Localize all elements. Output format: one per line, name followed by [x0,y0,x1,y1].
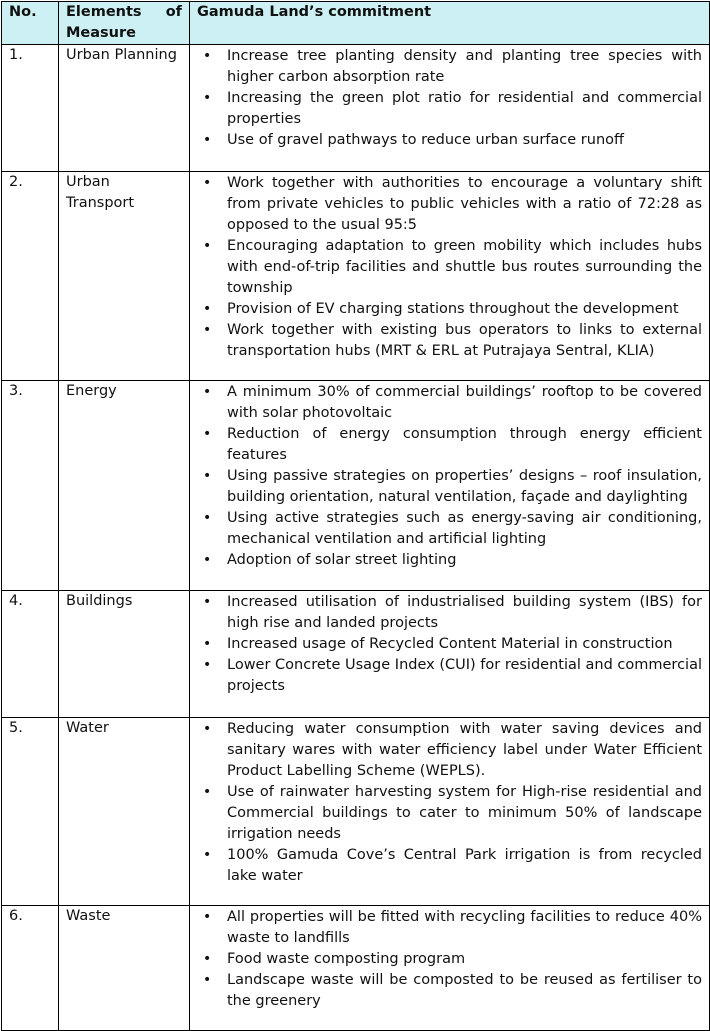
commitment-text: Using active strategies such as energy-saving air conditioning, mechanical ventilation and artificial lighting [227,510,702,547]
table-row [2,381,710,591]
bullet-icon: • [203,972,212,988]
row-commitments [190,172,710,381]
commitment-text: Adoption of solar street lighting [227,552,457,568]
bullet-icon: • [203,594,212,610]
row-number: 3. [2,381,59,591]
row-number: 2. [2,172,59,381]
header-elements-word3: Measure [66,25,136,41]
bullet-icon: • [203,132,212,148]
bullet-icon: • [203,322,212,338]
list-item [197,88,702,130]
row-element: Buildings [59,591,190,718]
list-item [197,782,702,845]
bullet-icon: • [203,48,212,64]
bullet-icon: • [203,238,212,254]
bullet-icon: • [203,909,212,925]
bullet-icon: • [203,721,212,737]
bullet-icon: • [203,951,212,967]
commitment-text: Landscape waste will be composted to be reused as fertiliser to the greenery [227,972,702,1009]
row-number: 1. [2,45,59,172]
commitment-text: Lower Concrete Usage Index (CUI) for residential and commercial projects [227,657,702,694]
row-element: Urban Planning [59,45,190,172]
commitment-text: Reduction of energy consumption through energy efficient features [227,426,702,463]
commitment-text: Provision of EV charging stations throughout the development [227,301,679,317]
commitment-text: Use of rainwater harvesting system for High-rise residential and Commercial buildings to cater to minimum 50% of landscape irrigation needs [227,784,702,842]
list-item [197,508,702,550]
commitment-list [197,718,702,887]
row-number: 6. [2,906,59,1031]
commitment-text: Increased utilisation of industrialised building system (IBS) for high rise and landed projects [227,594,702,631]
list-item [197,592,702,634]
commitment-text: Work together with existing bus operators to links to external transportation hubs (MRT & ERL at Putrajaya Sentral, KLIA) [227,322,702,359]
list-item [197,173,702,236]
commitment-text: Using passive strategies on properties’ designs – roof insulation, building orientation, natural ventilation, façade and daylighting [227,468,702,505]
commitment-text: Increase tree planting density and planting tree species with higher carbon absorption rate [227,48,702,85]
list-item [197,424,702,466]
table-row [2,172,710,381]
table-row [2,591,710,718]
bullet-icon: • [203,552,212,568]
bullet-icon: • [203,847,212,863]
table-row [2,718,710,906]
header-elements-word2: of [165,4,182,20]
commitment-list [197,906,702,1012]
bullet-icon: • [203,784,212,800]
list-item [197,466,702,508]
list-item [197,719,702,782]
row-commitments [190,381,710,591]
list-item [197,236,702,299]
list-item [197,550,702,571]
row-commitments [190,45,710,172]
commitment-list [197,381,702,571]
list-item [197,299,702,320]
list-item [197,382,702,424]
list-item [197,320,702,362]
row-element: Energy [59,381,190,591]
commitment-table [1,1,710,1031]
row-element: Urban Transport [59,172,190,381]
bullet-icon: • [203,426,212,442]
row-commitments [190,591,710,718]
commitment-list [197,45,702,151]
header-no: No. [2,2,59,45]
table-row [2,906,710,1031]
commitment-text: A minimum 30% of commercial buildings’ rooftop to be covered with solar photovoltaic [227,384,702,421]
commitment-text: Increased usage of Recycled Content Material in construction [227,636,673,652]
bullet-icon: • [203,468,212,484]
commitment-text: Use of gravel pathways to reduce urban surface runoff [227,132,624,148]
list-item [197,949,702,970]
header-elements [59,2,190,45]
list-item [197,46,702,88]
commitment-text: 100% Gamuda Cove’s Central Park irrigation is from recycled lake water [227,847,702,884]
header-elements-word1: Elements [66,4,142,20]
list-item [197,970,702,1012]
header-commitment: Gamuda Land’s commitment [190,2,710,45]
list-item [197,907,702,949]
row-number: 4. [2,591,59,718]
bullet-icon: • [203,510,212,526]
bullet-icon: • [203,301,212,317]
commitment-list [197,172,702,362]
commitment-text: Work together with authorities to encourage a voluntary shift from private vehicles to public vehicles with a ratio of 72:28 as opposed to the usual 95:5 [227,175,702,233]
row-element: Water [59,718,190,906]
row-commitments [190,718,710,906]
row-element: Waste [59,906,190,1031]
commitment-text: Encouraging adaptation to green mobility which includes hubs with end-of-trip facilities and shuttle bus routes surrounding the township [227,238,702,296]
bullet-icon: • [203,175,212,191]
list-item [197,655,702,697]
commitment-list [197,591,702,697]
bullet-icon: • [203,657,212,673]
commitment-text: Food waste composting program [227,951,466,967]
commitment-text: Increasing the green plot ratio for residential and commercial properties [227,90,702,127]
bullet-icon: • [203,384,212,400]
bullet-icon: • [203,90,212,106]
table-row [2,45,710,172]
row-number: 5. [2,718,59,906]
commitment-text: All properties will be fitted with recycling facilities to reduce 40% waste to landfills [227,909,702,946]
list-item [197,130,702,151]
commitment-text: Reducing water consumption with water saving devices and sanitary wares with water efficiency label under Water Efficient Product Labelling Scheme (WEPLS). [227,721,702,779]
table-header-row [2,2,710,45]
list-item [197,845,702,887]
list-item [197,634,702,655]
row-commitments [190,906,710,1031]
bullet-icon: • [203,636,212,652]
